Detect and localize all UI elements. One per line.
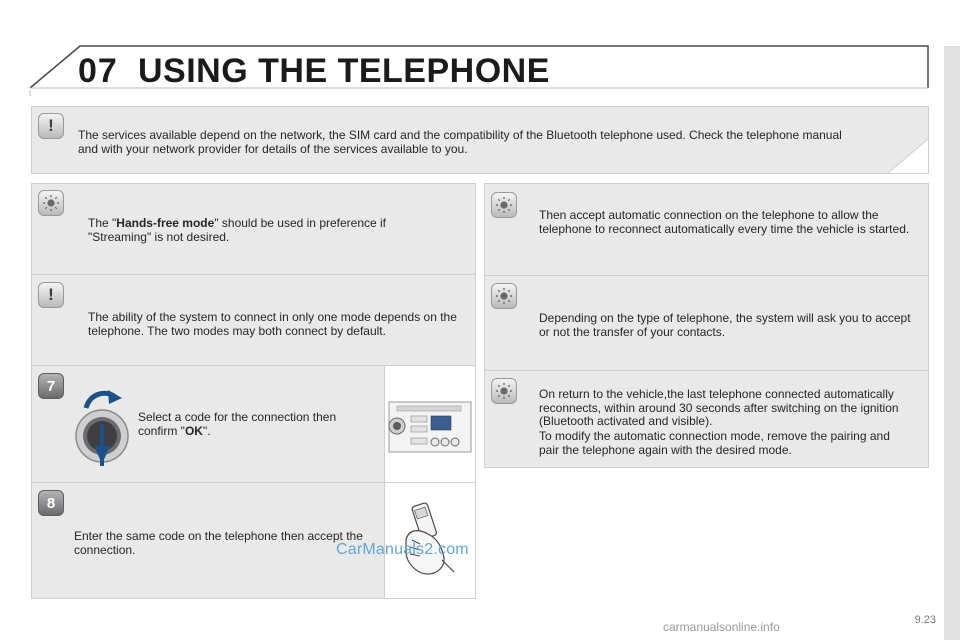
warning-badge-mode <box>38 282 64 308</box>
step-8-badge: 8 <box>38 490 64 516</box>
rotary-knob-icon <box>72 388 134 468</box>
step-8-text: Enter the same code on the telephone then accept the connection. <box>74 529 363 557</box>
hand-phone-illustration <box>398 500 458 580</box>
return-text-2: To modify the automatic connection mode, remove the pairing and pair the telephone again with the desired mode. <box>539 429 890 457</box>
warning-badge-top <box>38 113 64 139</box>
page-side-bar <box>944 46 960 640</box>
hands-free-mode-term: Hands-free mode <box>116 216 215 230</box>
hands-free-suffix: " should be used in preference if "Streaming" is not desired. <box>88 216 387 244</box>
right-panel-divider-2 <box>484 370 929 371</box>
chapter-number: 07 <box>78 52 118 90</box>
watermark-text: CarManuals2.com <box>336 541 469 558</box>
step-7-text-suffix: ". <box>202 423 211 438</box>
tip-badge-return <box>491 378 517 404</box>
lightbulb-icon <box>42 194 60 212</box>
footer-url: carmanualsonline.info <box>663 620 780 634</box>
radio-unit-illustration <box>387 398 473 456</box>
page-number: 9.23 <box>914 614 936 626</box>
top-warning-text: The services available depend on the network, the SIM card and the compatibility of the Bluetooth telephone used. Check the telephone manual and with your network provider for details of the services available to you. <box>78 128 842 156</box>
step-7-badge: 7 <box>38 373 64 399</box>
exclamation-icon: ! <box>48 116 54 135</box>
page-title: USING THE TELEPHONE <box>138 52 550 90</box>
lightbulb-icon <box>495 382 513 400</box>
hands-free-text <box>88 217 418 244</box>
ok-label: OK <box>184 423 203 438</box>
tip-badge-hands-free <box>38 190 64 216</box>
accept-auto-text: Then accept automatic connection on the telephone to allow the telephone to reconnect automatically every time the vehicle is started. <box>539 208 910 236</box>
right-panel-divider-1 <box>484 275 929 276</box>
exclamation-icon: ! <box>48 285 54 304</box>
tip-badge-accept <box>491 192 517 218</box>
lightbulb-icon <box>495 287 513 305</box>
step-7-text <box>138 411 368 438</box>
step-7-text-prefix: Select a code for the connection then confirm " <box>138 410 337 438</box>
lightbulb-icon <box>495 196 513 214</box>
hands-free-prefix: The " <box>88 216 117 230</box>
return-text-1: On return to the vehicle,the last telephone connected automatically reconnects, within around 30 seconds after switching on the ignition (Bluetooth activated and visible). <box>539 387 899 428</box>
tip-badge-contacts <box>491 283 517 309</box>
mode-warning-text: The ability of the system to connect in only one mode depends on the telephone. The two modes may both connect by default. <box>88 310 457 338</box>
folded-corner-decoration <box>888 139 928 173</box>
contacts-text: Depending on the type of telephone, the system will ask you to accept or not the transfer of your contacts. <box>539 311 911 339</box>
